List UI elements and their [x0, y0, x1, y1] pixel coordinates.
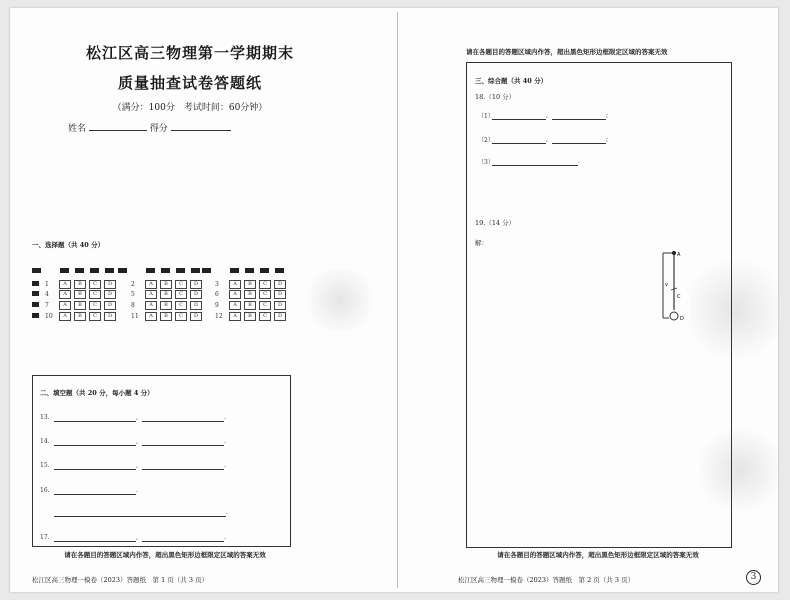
scan-noise [300, 270, 380, 330]
choice-bubble-d[interactable]: D [190, 290, 202, 299]
choice-bubble-c[interactable]: C [259, 301, 271, 310]
choice-bubble-b[interactable]: B [244, 312, 256, 321]
choice-bubble-d[interactable]: D [190, 301, 202, 310]
choice-bubble-a[interactable]: A [145, 290, 157, 299]
choice-bubble-a[interactable]: A [59, 312, 71, 321]
answer-line[interactable] [54, 437, 136, 446]
label-d: D [680, 316, 684, 322]
answer-line[interactable] [54, 486, 136, 495]
row-mark [32, 291, 39, 296]
choice-bubble-b[interactable]: B [244, 290, 256, 299]
question-18-part-3[interactable]: （3） . [478, 158, 580, 166]
row-mark [32, 302, 39, 307]
label-a: A [677, 252, 681, 258]
fill-question-13[interactable]: 13. , . [40, 414, 226, 421]
row-mark [32, 281, 39, 286]
alignment-mark [146, 268, 155, 273]
answer-line[interactable] [54, 533, 136, 542]
choice-bubble-c[interactable]: C [259, 290, 271, 299]
fill-question-16[interactable]: 16. . [40, 487, 138, 494]
fill-question-number: 15. [40, 462, 50, 469]
answer-line[interactable] [142, 413, 224, 422]
choice-bubble-b[interactable]: B [160, 290, 172, 299]
answer-area-notice: 请在各题目的答题区域内作答，超出黑色矩形边框限定区域的答案无效 [64, 551, 266, 559]
choice-bubble-b[interactable]: B [74, 280, 86, 289]
alignment-mark [191, 268, 200, 273]
part-label: （2） [478, 137, 494, 144]
question-18-part-2[interactable]: （2） , ; [478, 136, 609, 144]
fill-question-16-line2[interactable]: . [54, 508, 228, 517]
choice-question-11 [131, 312, 205, 321]
choice-bubble-a[interactable]: A [59, 301, 71, 310]
answer-line[interactable] [552, 135, 606, 144]
choice-bubble-c[interactable]: C [89, 290, 101, 299]
answer-line[interactable] [142, 461, 224, 470]
alignment-mark [275, 268, 284, 273]
ball-d [670, 312, 678, 320]
fill-question-17[interactable]: 17. , . [40, 534, 226, 541]
fill-question-number: 13. [40, 414, 50, 421]
alignment-mark [105, 268, 114, 273]
answer-area-notice-top: 请在各题目的答题区域内作答，超出黑色矩形边框限定区域的答案无效 [466, 48, 668, 56]
choice-bubble-b[interactable]: B [160, 312, 172, 321]
choice-bubble-a[interactable]: A [229, 301, 241, 310]
page1-footer: 松江区高三物理一模卷（2023）答题纸 第 1 页（共 3 页） [32, 576, 209, 584]
choice-bubble-d[interactable]: D [190, 312, 202, 321]
choice-bubble-c[interactable]: C [175, 290, 187, 299]
alignment-mark [32, 268, 41, 273]
answer-line[interactable] [142, 533, 224, 542]
question-18-part-1[interactable]: （1） , ; [478, 112, 609, 120]
choice-question-2 [131, 280, 205, 289]
choice-question-6 [215, 290, 289, 299]
part-label: （1） [478, 113, 494, 120]
choice-bubble-d[interactable]: D [190, 280, 202, 289]
alignment-mark [90, 268, 99, 273]
page1-title-line1: 松江区高三物理第一学期期末 [85, 44, 294, 62]
name-field[interactable] [68, 121, 231, 134]
choice-bubble-c[interactable]: C [89, 301, 101, 310]
choice-question-12 [215, 312, 289, 321]
page-fold-line [397, 12, 398, 588]
alignment-mark [161, 268, 170, 273]
label-c: C [677, 294, 681, 300]
alignment-mark [60, 268, 69, 273]
fill-question-number: 17. [40, 534, 50, 541]
choice-bubble-c[interactable]: C [259, 312, 271, 321]
answer-line[interactable] [54, 508, 226, 517]
choice-number: 5 [131, 291, 135, 298]
answer-line[interactable] [54, 413, 136, 422]
solution-label: 解： [475, 239, 488, 247]
fill-question-number: 14. [40, 438, 50, 445]
row-mark [32, 313, 39, 318]
alignment-mark [245, 268, 254, 273]
choice-question-7 [45, 301, 119, 310]
choice-bubble-b[interactable]: B [160, 301, 172, 310]
answer-line[interactable] [54, 461, 136, 470]
section1-title: 一、选择题（共 40 分） [32, 241, 105, 249]
choice-bubble-c[interactable]: C [175, 312, 187, 321]
page-number-badge: 3 [746, 570, 761, 585]
answer-area-notice-bottom: 请在各题目的答题区域内作答，超出黑色矩形边框限定区域的答案无效 [497, 551, 699, 559]
question-19-label: 19.（14 分） [475, 219, 516, 227]
label-v: v [665, 282, 668, 288]
answer-line[interactable] [492, 157, 578, 166]
choice-bubble-a[interactable]: A [59, 290, 71, 299]
choice-question-5 [131, 290, 205, 299]
alignment-mark [75, 268, 84, 273]
choice-question-9 [215, 301, 289, 310]
choice-bubble-b[interactable]: B [244, 280, 256, 289]
choice-number: 4 [45, 291, 49, 298]
choice-number: 7 [45, 302, 49, 309]
point-a [672, 251, 676, 255]
score-line[interactable] [171, 121, 231, 131]
choice-bubble-d[interactable]: D [274, 301, 286, 310]
fill-question-14[interactable]: 14. , . [40, 438, 226, 445]
choice-bubble-c[interactable]: C [89, 280, 101, 289]
alignment-mark [230, 268, 239, 273]
choice-bubble-b[interactable]: B [74, 290, 86, 299]
choice-bubble-c[interactable]: C [175, 280, 187, 289]
choice-question-10 [45, 312, 119, 321]
choice-bubble-b[interactable]: B [74, 312, 86, 321]
choice-question-3 [215, 280, 289, 289]
answer-line[interactable] [492, 111, 546, 120]
choice-number: 2 [131, 281, 135, 288]
choice-bubble-a[interactable]: A [145, 312, 157, 321]
score-label: 得分 [149, 124, 168, 134]
choice-number: 8 [131, 302, 135, 309]
choice-bubble-d[interactable]: D [104, 280, 116, 289]
choice-question-4 [45, 290, 119, 299]
choice-bubble-d[interactable]: D [104, 301, 116, 310]
choice-bubble-a[interactable]: A [229, 312, 241, 321]
choice-question-8 [131, 301, 205, 310]
choice-number: 6 [215, 291, 219, 298]
page1-title-line2: 质量抽查试卷答题纸 [117, 74, 262, 92]
section2-title: 二、填空题（共 20 分，每小题 4 分） [40, 389, 154, 397]
choice-bubble-b[interactable]: B [160, 280, 172, 289]
choice-bubble-a[interactable]: A [145, 301, 157, 310]
choice-number: 1 [45, 281, 49, 288]
choice-bubble-a[interactable]: A [145, 280, 157, 289]
choice-bubble-d[interactable]: D [104, 290, 116, 299]
choice-bubble-b[interactable]: B [74, 301, 86, 310]
choice-bubble-a[interactable]: A [229, 280, 241, 289]
question-18-label: 18.（10 分） [475, 93, 516, 101]
choice-bubble-c[interactable]: C [89, 312, 101, 321]
alignment-mark [202, 268, 211, 273]
name-label: 姓名 [68, 124, 87, 134]
choice-bubble-a[interactable]: A [229, 290, 241, 299]
choice-number: 3 [215, 281, 219, 288]
choice-bubble-d[interactable]: D [274, 280, 286, 289]
choice-bubble-d[interactable]: D [274, 312, 286, 321]
choice-bubble-d[interactable]: D [274, 290, 286, 299]
choice-number: 9 [215, 302, 219, 309]
choice-number: 11 [131, 313, 139, 320]
section3-title: 三、综合题（共 40 分） [475, 77, 548, 85]
page2-footer: 松江区高三物理一模卷（2023）答题纸 第 2 页（共 3 页） [458, 576, 635, 584]
part-label: （3） [478, 159, 494, 166]
alignment-mark [118, 268, 127, 273]
alignment-mark [176, 268, 185, 273]
choice-bubble-c[interactable]: C [175, 301, 187, 310]
alignment-mark [260, 268, 269, 273]
fill-question-15[interactable]: 15. , . [40, 462, 226, 469]
choice-bubble-d[interactable]: D [104, 312, 116, 321]
choice-bubble-b[interactable]: B [244, 301, 256, 310]
fill-question-number: 16. [40, 487, 50, 494]
rail-figure [655, 248, 695, 328]
answer-line[interactable] [552, 111, 606, 120]
choice-bubble-c[interactable]: C [259, 280, 271, 289]
answer-line[interactable] [492, 135, 546, 144]
choice-number: 10 [45, 313, 53, 320]
choice-question-1 [45, 280, 119, 289]
choice-bubble-a[interactable]: A [59, 280, 71, 289]
name-line[interactable] [89, 121, 147, 131]
exam-info: （满分：100分 考试时间：60分钟） [112, 103, 268, 113]
answer-line[interactable] [142, 437, 224, 446]
choice-number: 12 [215, 313, 223, 320]
